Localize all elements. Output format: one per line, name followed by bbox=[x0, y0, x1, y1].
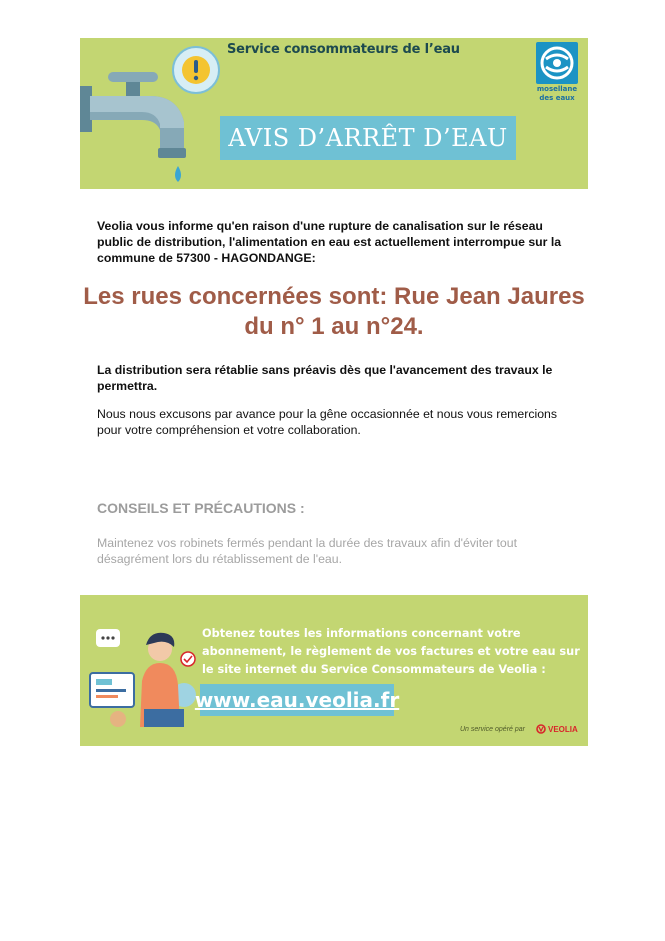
affected-streets: Les rues concernées sont: Rue Jean Jaures du n° 1 au n°24. bbox=[83, 283, 585, 340]
header-banner bbox=[80, 38, 588, 189]
logo-line1: mosellane bbox=[536, 85, 578, 93]
website-link[interactable]: www.eau.veolia.fr bbox=[194, 688, 400, 712]
advice-title: CONSEILS ET PRÉCAUTIONS : bbox=[97, 500, 305, 516]
footer-info: Obtenez toutes les informations concernant votre abonnement, le règlement de vos factures et votre eau sur le site internet du Service Consommateurs de Veolia : bbox=[202, 627, 580, 676]
person-illustration-icon bbox=[88, 623, 200, 727]
mosellane-logo bbox=[536, 42, 578, 104]
advice-text: Maintenez vos robinets fermés pendant la durée des travaux afin d'éviter tout désagrément lors du rétablissement de l'eau. bbox=[97, 536, 517, 566]
faucet-icon bbox=[80, 38, 230, 189]
notice-title: AVIS D’ARRÊT D’EAU bbox=[228, 124, 508, 152]
footer-banner bbox=[80, 595, 588, 746]
operated-by: Un service opéré par bbox=[460, 726, 525, 733]
veolia-brand: VEOLIA bbox=[548, 724, 578, 734]
restore-paragraph: La distribution sera rétablie sans préavis dès que l'avancement des travaux le permettra. bbox=[97, 363, 553, 393]
logo-line2: des eaux bbox=[539, 94, 575, 102]
mosellane-swirl-icon bbox=[536, 42, 578, 84]
service-title: Service consommateurs de l’eau bbox=[227, 42, 460, 57]
intro-paragraph: Veolia vous informe qu'en raison d'une rupture de canalisation sur le réseau public de distribution, l'alimentation en eau est actuellement interrompue sur la commune de 57300 - HAGONDANGE: bbox=[97, 219, 562, 265]
apology-paragraph: Nous nous excusons par avance pour la gêne occasionnée et nous vous remercions pour votre compréhension et votre collaboration. bbox=[97, 407, 558, 437]
notice-title-box bbox=[220, 116, 516, 160]
veolia-mark-icon bbox=[536, 724, 546, 734]
veolia-logo bbox=[536, 724, 578, 734]
website-link-box[interactable] bbox=[194, 684, 400, 716]
